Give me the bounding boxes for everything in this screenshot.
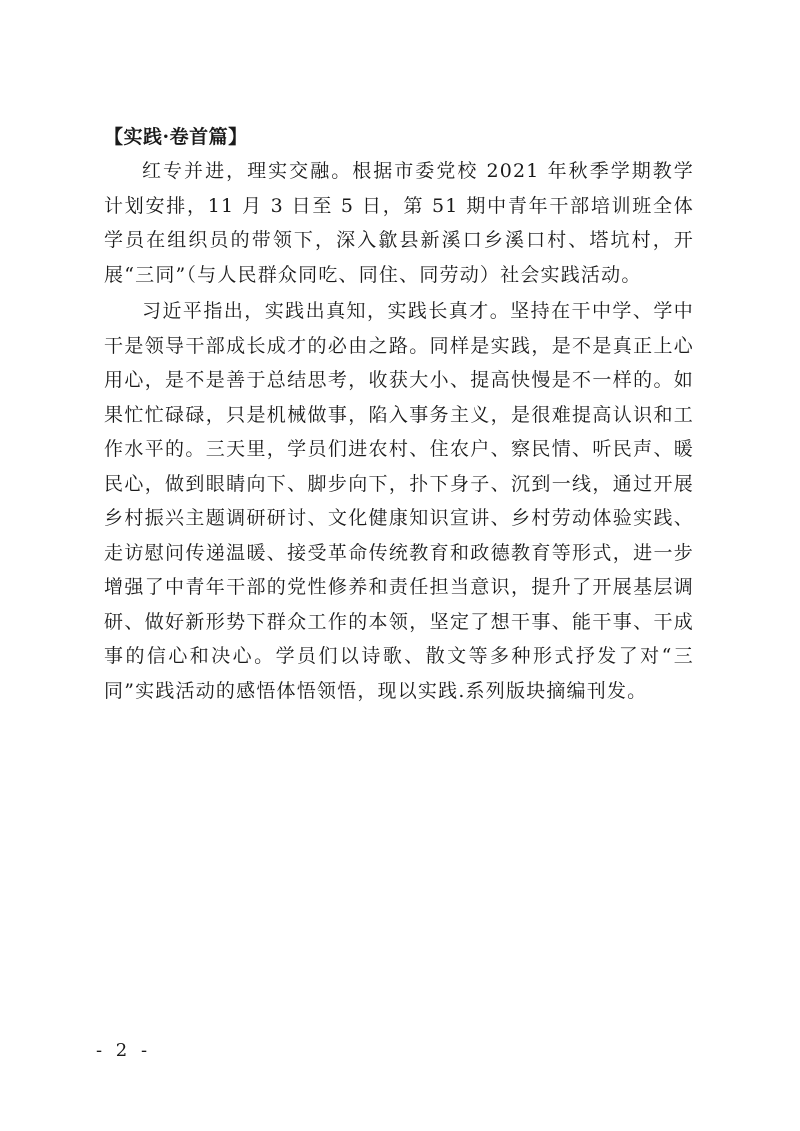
- paragraph-intro: 红专并进，理实交融。根据市委党校 2021 年秋季学期教学计划安排，11 月 3 日至 5 日，第 51 期中青年干部培训班全体学员在组织员的带领下，深入歙县新溪口乡溪口村、塔坑村，开展“三同”（与人民群众同吃、同住、同劳动）社会实践活动。: [104, 160, 694, 286]
- page-number: - 2 -: [96, 1040, 152, 1061]
- paragraph-main: 习近平指出，实践出真知，实践长真才。坚持在干中学、学中干是领导干部成长成才的必由之路。同样是实践，是不是真正上心用心，是不是善于总结思考，收获大小、提高快慢是不一样的。如果忙忙碌碌，只是机械做事，陷入事务主义，是很难提高认识和工作水平的。三天里，学员们进农村、住农户、察民情、听民声、暖民心，做到眼睛向下、脚步向下，扑下身子、沉到一线，通过开展乡村振兴主题调研研讨、文化健康知识宣讲、乡村劳动体验实践、走访慰问传递温暖、接受革命传统教育和政德教育等形式，进一步增强了中青年干部的党性修养和责任担当意识，提升了开展基层调研、做好新形势下群众工作的本领，坚定了想干事、能干事、干成事的信心和决心。学员们以诗歌、散文等多种形式抒发了对“三同”实践活动的感悟体悟领悟，现以实践.系列版块摘编刊发。: [104, 300, 694, 702]
- section-heading: 【实践·卷首篇】: [104, 126, 248, 148]
- body-text: [104, 154, 694, 708]
